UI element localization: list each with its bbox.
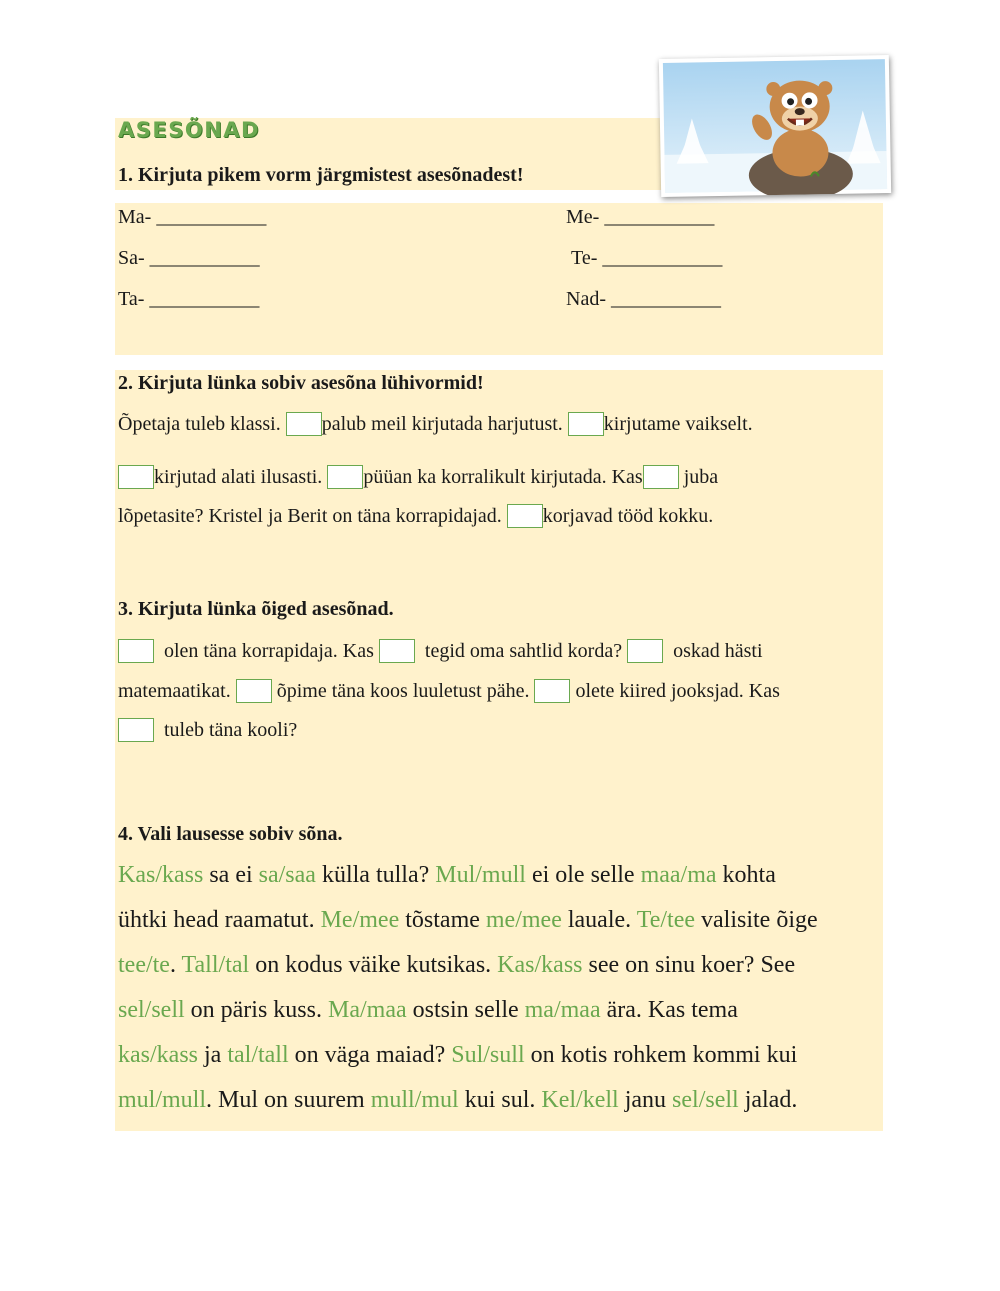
ex4-text: on kodus väike kutsikas. — [255, 952, 492, 978]
choice-option[interactable]: Kel/kell — [541, 1087, 619, 1113]
ex4-line-6 — [118, 1087, 797, 1114]
answer-box[interactable] — [236, 679, 272, 703]
ex3-line-3 — [118, 718, 297, 742]
choice-option[interactable]: Me/mee — [320, 907, 400, 933]
choice-option[interactable]: ma/maa — [524, 997, 601, 1023]
ex2-text: püüan ka korralikult kirjutada. Kas — [363, 466, 643, 488]
ex3-text: õpime täna koos luuletust pähe. — [276, 680, 530, 702]
ex4-text: . Mul on suurem — [206, 1087, 365, 1113]
ex4-line-4 — [118, 997, 738, 1024]
ex4-text: on päris kuss. — [190, 997, 322, 1023]
ex3-text: tegid oma sahtlid korda? — [424, 640, 623, 662]
ex3-text: olete kiired jooksjad. Kas — [575, 680, 780, 702]
ex4-line-2 — [118, 907, 818, 934]
ex2-line-1 — [118, 412, 753, 436]
ex4-text: lauale. — [567, 907, 632, 933]
choice-option[interactable]: maa/ma — [640, 862, 717, 888]
answer-box[interactable] — [627, 639, 663, 663]
choice-option[interactable]: mull/mul — [370, 1087, 459, 1113]
ex3-line-2 — [118, 679, 780, 703]
ex4-text: kui sul. — [464, 1087, 536, 1113]
ex2-line-2 — [118, 465, 718, 489]
ex2-heading: 2. Kirjuta lünka sobiv asesõna lühivormid! — [118, 372, 484, 394]
choice-option[interactable]: mul/mull — [118, 1087, 207, 1113]
choice-option[interactable]: kas/kass — [118, 1042, 198, 1068]
ex2-text: korjavad tööd kokku. — [542, 505, 714, 527]
ex2-text: Õpetaja tuleb klassi. — [118, 413, 281, 435]
ex2-text: kirjutame vaikselt. — [603, 413, 753, 435]
choice-option[interactable]: Ma/maa — [328, 997, 407, 1023]
ex1-right-1: Me- ___________ — [566, 206, 715, 228]
ex3-text: tuleb täna kooli? — [164, 719, 298, 741]
answer-box[interactable] — [534, 679, 570, 703]
choice-option[interactable]: tee/te — [118, 952, 170, 978]
ex4-text: janu — [624, 1087, 667, 1113]
ex4-line-3 — [118, 952, 795, 979]
ex1-left-3: Ta- ___________ — [118, 288, 260, 310]
ex4-text: ei ole selle — [531, 862, 635, 888]
answer-box[interactable] — [507, 504, 543, 528]
ex4-text: on kotis rohkem kommi kui — [530, 1042, 798, 1068]
page-title: ASESÕNAD — [118, 118, 260, 142]
ex2-text: palub meil kirjutada harjutust. — [321, 413, 563, 435]
ex4-text: on väga maiad? — [294, 1042, 446, 1068]
answer-box[interactable] — [643, 465, 679, 489]
ex1-right-2: Te- ____________ — [571, 247, 723, 269]
choice-option[interactable]: Kas/kass — [497, 952, 583, 978]
ex4-text: valisite õige — [701, 907, 818, 933]
ex4-text: ja — [204, 1042, 222, 1068]
ex3-heading: 3. Kirjuta lünka õiged asesõnad. — [118, 598, 394, 620]
ex4-text: ära. Kas tema — [606, 997, 738, 1023]
ex4-text: see on sinu koer? See — [588, 952, 796, 978]
ex4-text: külla tulla? — [321, 862, 430, 888]
ex3-line-1 — [118, 639, 763, 663]
ex4-heading: 4. Vali lausesse sobiv sõna. — [118, 823, 343, 845]
ex1-heading: 1. Kirjuta pikem vorm järgmistest asesõnadest! — [118, 164, 524, 186]
ex4-line-1 — [118, 862, 776, 889]
answer-box[interactable] — [118, 639, 154, 663]
ex1-right-3: Nad- ___________ — [566, 288, 721, 310]
ex4-text: ostsin selle — [412, 997, 519, 1023]
choice-option[interactable]: Sul/sull — [451, 1042, 525, 1068]
ex2-text: lõpetasite? Kristel ja Berit on täna korrapidajad. — [118, 505, 502, 527]
answer-box[interactable] — [379, 639, 415, 663]
answer-box[interactable] — [568, 412, 604, 436]
choice-option[interactable]: Kas/kass — [118, 862, 204, 888]
ex1-left-2: Sa- ___________ — [118, 247, 260, 269]
ex4-line-5 — [118, 1042, 797, 1069]
ex3-text: olen täna korrapidaja. Kas — [164, 640, 374, 662]
answer-box[interactable] — [118, 718, 154, 742]
choice-option[interactable]: sel/sell — [118, 997, 185, 1023]
answer-box[interactable] — [286, 412, 322, 436]
ex4-text: . — [169, 952, 176, 978]
ex3-text: matemaatikat. — [118, 680, 231, 702]
ex3-text: oskad hästi — [673, 640, 763, 662]
choice-option[interactable]: sa/saa — [258, 862, 316, 888]
ex2-line-3 — [118, 504, 713, 528]
ex2-text: kirjutad alati ilusasti. — [154, 466, 323, 488]
ex2-text: juba — [683, 466, 719, 488]
ex4-text: tõstame — [405, 907, 480, 933]
ex4-text: kohta — [722, 862, 776, 888]
choice-option[interactable]: Tall/tal — [181, 952, 250, 978]
groundhog-illustration-icon — [659, 55, 891, 197]
ex1-left-1: Ma- ___________ — [118, 206, 267, 228]
choice-option[interactable]: me/mee — [485, 907, 562, 933]
choice-option[interactable]: Mul/mull — [435, 862, 526, 888]
ex4-text: sa ei — [209, 862, 253, 888]
answer-box[interactable] — [118, 465, 154, 489]
choice-option[interactable]: Te/tee — [636, 907, 696, 933]
ex4-text: ühtki head raamatut. — [118, 907, 315, 933]
choice-option[interactable]: sel/sell — [672, 1087, 739, 1113]
ex4-text: jalad. — [744, 1087, 798, 1113]
choice-option[interactable]: tal/tall — [227, 1042, 289, 1068]
answer-box[interactable] — [327, 465, 363, 489]
